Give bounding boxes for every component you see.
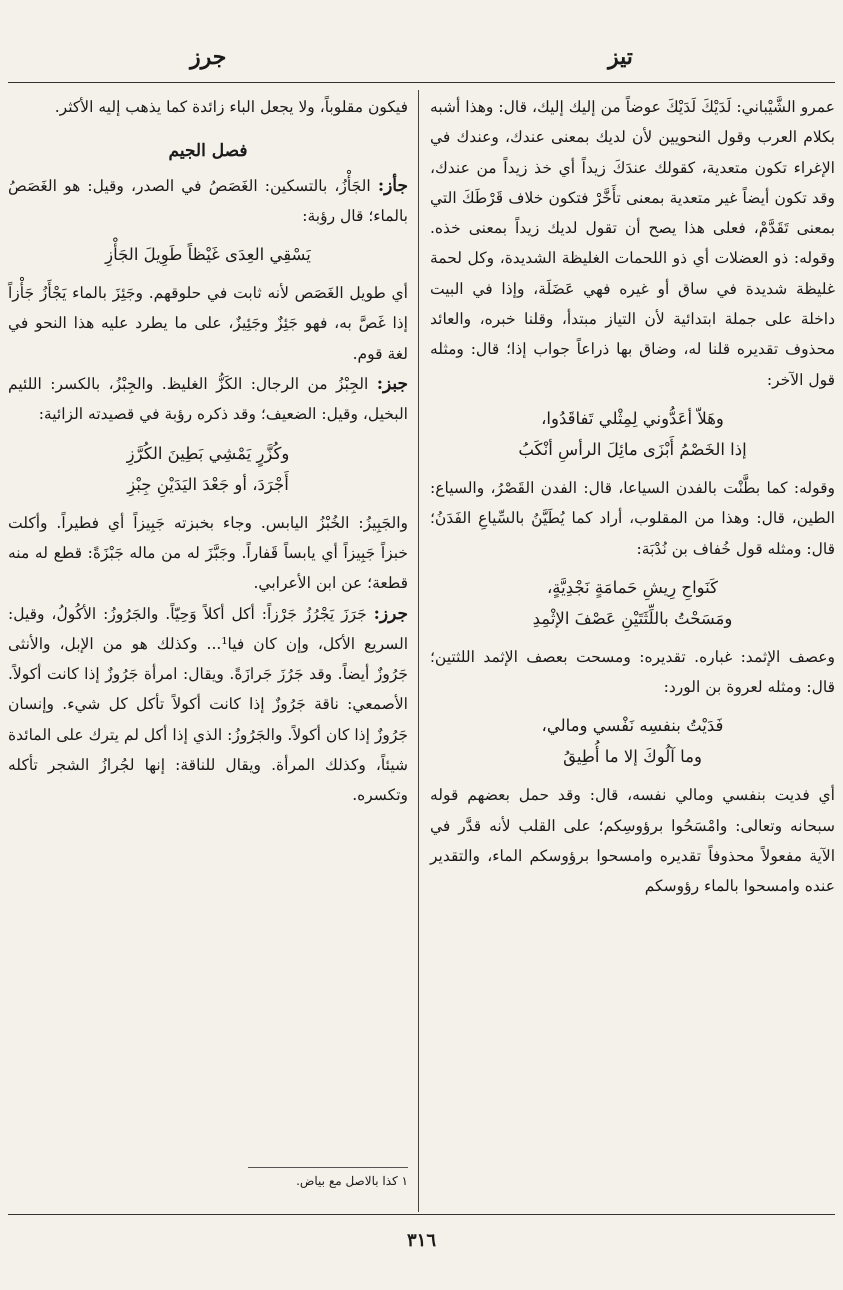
verse — [430, 710, 835, 772]
left-column — [8, 92, 408, 811]
running-header-right: تيز — [608, 44, 633, 70]
entry-text: الجَأْزُ، بالتسكين: الغَصَصُ في الصدر، وقيل: هو الغَصَصُ بالماء؛ قال رؤبة: — [8, 176, 408, 225]
verse-line: وهَلاّ أعَدُّوني لِمِثْلي تَفاقَدُوا، — [541, 408, 724, 428]
footer-rule — [8, 1214, 835, 1215]
headword: جأز: — [377, 175, 408, 196]
paragraph: وعصف الإثمد: غباره. تقديره: ومسحت بعصف الإثمد اللثتين؛ قال: ومثله لعروة بن الورد: — [430, 647, 835, 697]
paragraph: والجَبِيزُ: الخُبْزُ اليابس. وجاء بخبزته جَبِيزاً أي فطيراً. وأكلت خبزاً جَبِيزاً أي يابساً قَفاراً. وجَبَّزَ له من ماله جَبْزَةً: قطع له منه قطعة؛ عن ابن الأعرابي. — [8, 513, 408, 593]
paragraph: أي فديت بنفسي ومالي نفسه، قال: وقد حمل بعضهم قوله سبحانه وتعالى: وامْسَحُوا برؤوسِكم؛ على القلب لأنه قدَّر في الآية مفعولاً محذوفاً تقديره وامسحوا برؤوسكم الماء، والتقدير عنده وامسحوا بالماء رؤوسكم — [430, 786, 835, 896]
verse-line: كَنَواحِ رِيشِ حَمامَةٍ نَجْدِيَّةٍ، — [546, 577, 719, 597]
entry-text: الجِبْزُ من الرجال: الكَزُّ الغليظ. والجِبْزُ، بالكسر: اللئيم البخيل، وقيل: الضعيف؛ وقد ذكره رؤبة في قصيدته الزائية: — [8, 375, 408, 424]
verse-line: وما آلُوكَ إلا ما أُطِيقُ — [563, 747, 702, 767]
footnote: ١ كذا بالاصل مع بياض. — [296, 1174, 408, 1188]
headword: جرز: — [373, 603, 408, 624]
right-column — [430, 92, 835, 902]
verse-line: أَجْرَدَ، أو جَعْدَ اليَدَيْنِ جِبْزِ — [127, 474, 289, 494]
entry-jaz — [8, 171, 408, 232]
section-title: فصل الجيم — [168, 141, 248, 162]
verse — [430, 572, 835, 634]
verse-line: إذا الخَصْمُ أَبْزَى مائِلَ الرأسِ أنْكَبُ — [518, 439, 747, 459]
entry-text: جَرَزَ يَجْرُزُ جَرْزاً: أكل أكلاً وَحِيّاً. والجَرُوزُ: الأكُولُ، وقيل: السريع الأكل، وإن كان فيا¹... وكذلك هو من الإبل، والأنثى جَرُوزٌ أيضاً. وقد جَرُزَ جَرازَةً. ويقال: امرأة جَرُوزٌ إذا كانت أكولاً. الأصمعي: ناقة جَرُوزٌ إذا كانت أكولاً تأكل كل شيء. وإنسان جَرُوزٌ إذا كان أكولاً. والجَرُوزُ: الذي إذا أكل لم يترك على المائدة شيئاً، وكذلك المرأة. ويقال للناقة: إنها لجُرازُ الشجر تأكله وتكسره. — [8, 604, 409, 805]
page-number: ٣١٦ — [406, 1230, 436, 1251]
verse-line: يَسْقِي العِدَى غَيْظاً طَوِيلَ الجَأْزِ — [105, 245, 311, 265]
running-header-left: جرز — [190, 44, 227, 70]
verse — [8, 239, 408, 270]
paragraph: فيكون مقلوباً، ولا يجعل الباء زائدة كما يذهب إليه الأكثر. — [54, 98, 408, 116]
paragraph: وقوله: كما بطَّنْت بالفدن السياعا، قال: الفدن القَصْرُ، والسياع: الطين، قال: وهذا من المقلوب، أراد كما يُطَيَّنُ بالسِّياعِ الفَدَنُ؛ قال: ومثله قول خُفاف بن نُدْبَة: — [430, 478, 835, 558]
headword: جبز: — [376, 374, 408, 395]
verse-line: فَدَيْتُ بنفسِه نَفْسي ومالي، — [541, 716, 724, 736]
paragraph: عمرو الشَّيْباني: لَدَيْكَ لَدَيْكَ عوضاً من إليك إليك، قال: وهذا أشبه بكلام العرب وقول النحويين لأن لديك بمعنى عندك، وعندك في الإغراء تكون متعدية، كقولك عندَكَ زيداً أي خذ زيداً من عندك، وقد تكون أيضاً غير متعدية بمعنى تأَخَّرْ فتكون خلاف قَرْطَكَ التي بمعنى تَقَدَّمْ، فعلى هذا يصح أن تقول لديك زيداً بمعنى خذه. وقوله: ذو العضلات أي ذو اللحمات الغليظة الشديدة، وكل لحمة غليظة شديدة في ساق أو غيره فهي عَضَلَة، وإذا في البيت داخلة على جملة ابتدائية لأن التياز مبتدأ، وقلنا خبره، والعائد محذوف تقديره قلنا له، وضاق بها ذراعاً جواب إذا؛ قال: ومثله قول الآخر: — [430, 98, 835, 389]
paragraph: أي طويل الغَصَص لأنه ثابت في حلوقهم. وجَئِزَ بالماء يَجْأَزُ جَأْزاً إذا غَصَّ به، فهو جَئِزٌ وجَئِيزٌ، على ما يطرد عليه هذا النحو في لغة قوم. — [8, 284, 408, 363]
verse-line: ومَسَحْتُ باللِّثَتَيْنِ عَصْفَ الإثْمِدِ — [532, 608, 733, 628]
verse — [8, 438, 408, 500]
verse-line: وكُزَّرٍ يَمْشِي بَطِينَ الكُرَّزِ — [126, 443, 290, 463]
entry-jrz — [8, 599, 408, 811]
verse — [430, 403, 835, 465]
header-rule — [8, 82, 835, 83]
column-divider — [418, 90, 419, 1212]
footnote-rule — [248, 1167, 408, 1168]
entry-jbz — [8, 369, 408, 430]
